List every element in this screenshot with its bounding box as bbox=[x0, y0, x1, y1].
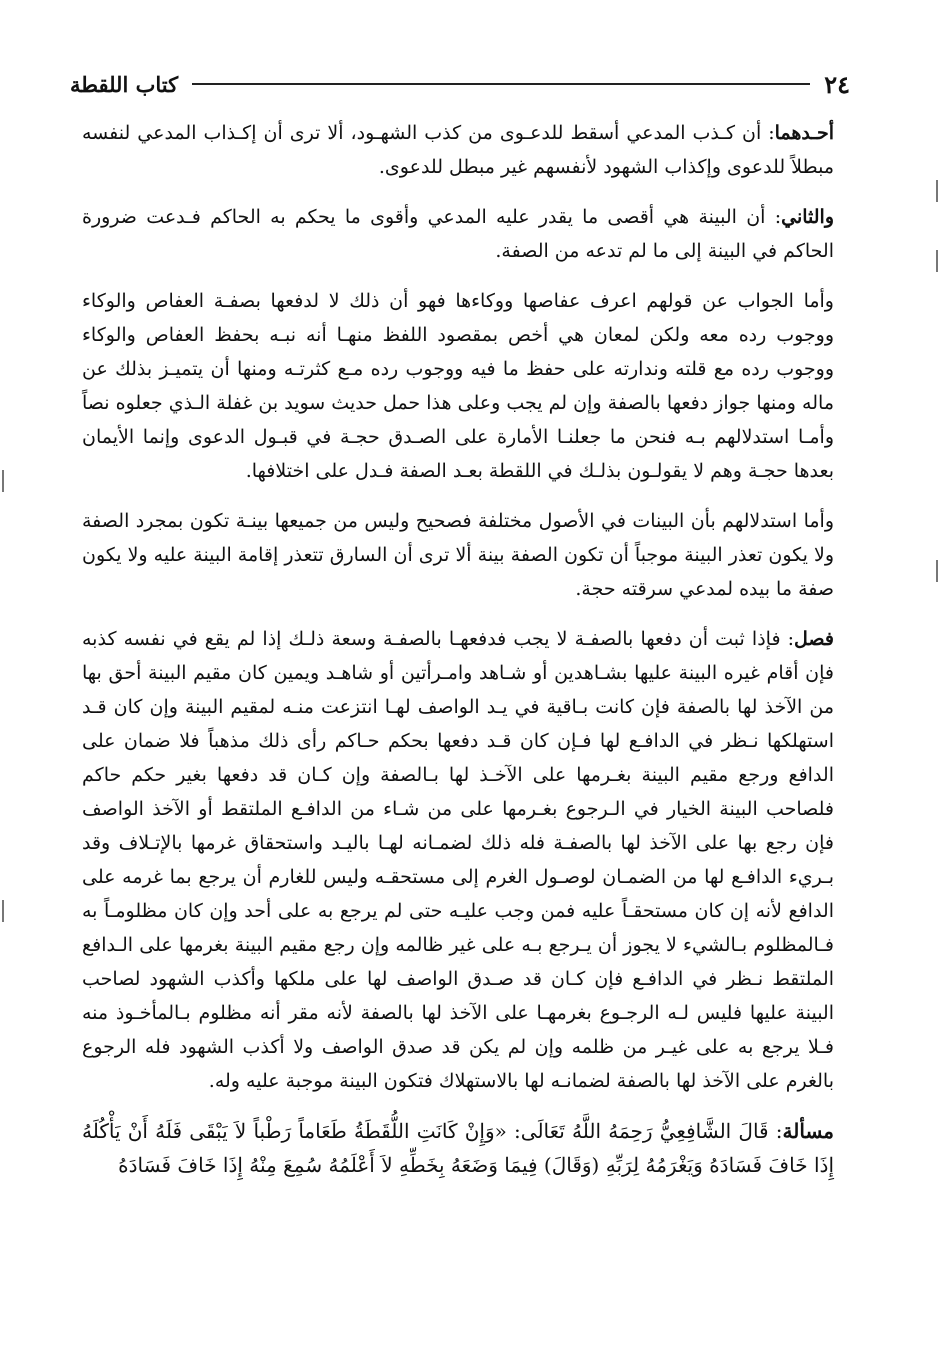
paragraph-lead: فصل bbox=[794, 628, 834, 650]
paragraph-text: : أن كـذب المدعي أسقط للدعـوى من كذب الشهـود، ألا ترى أن إكـذاب المدعي لنفسه مبطلاً للدعوى وإكذاب الشهود لأنفسهم غير مبطل للدعوى. bbox=[82, 122, 834, 178]
paragraph-text: : أن البينة هي أقصى ما يقدر عليه المدعي وأقوى ما يحكم به الحاكم فـدعت ضرورة الحاكم في البينة إلى ما لم تدعه من الصفة. bbox=[82, 206, 834, 262]
paragraph-text: : فإذا ثبت أن دفعها بالصفـة لا يجب فدفعهـا بالصفـة وسعة ذلـك إذا لم يقع في نفسه كذبه فإن أقام غيره البينة عليها بشـاهدين أو شـاهد وامـرأتين أو شاهـد ويمين كان مقيم البينة أحق بها من الآخذ لها بالصفة فإن كانت بـاقية في يـد الواصف لهـا انتزعت منـه لمقيم البينة وإن كان قـد استهلكها نـظر في الدافـع لها فـإن كان قـد دفعها بحكم حـاكم رأى ذلك مذهباً فلا ضمان على الدافع ورجع مقيم البينة بغـرمها على الآخـذ لها بـالصفة وإن كـان قد دفعها بغير حكم حاكم فلصاحب البينة الخيار في الـرجوع بغـرمها على من شـاء من الدافـع الملتقط أو الآخذ الواصف فإن رجع بها على الآخذ لها بالصفـة فله ذلك لضمـانه لهـا باليـد واستحقاق غرمها بالإتـلاف وقد بـريء الدافـع لها من الضمـان لوصـول الغرم إلى مستحقـه وليس للغارم أن يرجع بما غرمه على الدافع لأنه إن كان مستحقـاً عليه فمن وجب عليـه حتى لم يرجع به على أحد وإن كان مظلومـاً به فـالمظلوم بـالشيء لا يجوز أن يـرجع بـه على غير ظالمه وإن رجع مقيم البينة بغرمها على الـدافع الملتقط نـظر في الدافـع فإن كـان قد صـدق الواصف لها على ملكها وأكذب الشهود لصاحب البينة عليها فليس لـه الرجـوع بغرمهـا على الآخذ لها بالصفة لأنه مقر أنه مظلوم بـالمأخـوذ منه فـلا يرجع به على غيـر من ظلمه وإن لم يكن قد صدق الواصف ولا أكذب الشهود فله الرجوع بالغرم على الآخذ لها بالصفة لضمانـه لها بالاستهلاك فتكون البينة موجبة عليه وله. bbox=[82, 628, 834, 1092]
page-body bbox=[82, 116, 834, 1198]
margin-mark bbox=[2, 900, 4, 922]
paragraph-section bbox=[82, 622, 834, 1098]
header-rule bbox=[192, 83, 810, 85]
paragraph-evidence bbox=[82, 504, 834, 606]
page-number: ٢٤ bbox=[824, 69, 850, 99]
running-title: كتاب اللقطة bbox=[70, 71, 179, 97]
paragraph-lead: أحـدهما bbox=[774, 122, 834, 144]
paragraph-lead: والثاني bbox=[781, 206, 834, 228]
paragraph-first-reason bbox=[82, 116, 834, 184]
margin-mark bbox=[936, 180, 938, 202]
margin-mark bbox=[936, 250, 938, 272]
paragraph-text: وأما الجواب عن قولهم اعرف عفاصها ووكاءها فهو أن ذلك لا لدفعها بصفـة العفاص والوكاء ووجوب رده معه ولكن لمعان هي أخص بمقصود اللفظ منهـا أنه نبـه بحفظ العفاص والوكاء ووجوب رده مع قلته وندارته على حفظ ما فيه ووجوب رده مـع كثرتـه ومنها أن يتميـز بذلك عن ماله ومنها جواز دفعها بالصفة وإن لم يجب وعلى هذا حمل حديث سويد بن غفلة الـذي جعلوه نصاً وأمـا استدلالهم بـه فنحن ما جعلنـا الأمارة على الصـدق حجـة في قبـول الدعوى وإنما الأيمان بعدها حجـة وهم لا يقولـون بذلـك في اللقطة بعـد الصفة فـدل على اختلافها. bbox=[82, 290, 834, 482]
margin-mark bbox=[2, 470, 4, 492]
paragraph-second-reason bbox=[82, 200, 834, 268]
margin-mark bbox=[936, 560, 938, 582]
paragraph-lead: مسألة bbox=[782, 1119, 834, 1143]
paragraph-response bbox=[82, 284, 834, 488]
paragraph-text: وأما استدلالهم بأن البينات في الأصول مختلفة فصحيح وليس من جميعها بينـة تكون بمجرد الصفة ولا يكون تعذر البينة موجباً أن تكون الصفة بينة ألا ترى أن السارق تتعذر إقامة البينة عليه ولا يكون صفة ما بيده لمدعي سرقته حجة. bbox=[82, 510, 834, 600]
paragraph-issue bbox=[82, 1114, 834, 1182]
page-header bbox=[70, 66, 850, 102]
paragraph-text: : قَالَ الشَّافِعِيُّ رَحِمَهُ اللَّهُ تَعَالَى: «وَإِنْ كَانَتِ اللُّقَطَةُ طَعَاماً رَطْباً لاَ يَبْقَى فَلَهُ أَنْ يَأْكُلَهُ إِذَا خَافَ فَسَادَهُ وَيَغْرَمُهُ لِرَبِّهِ (وَقَالَ) فِيمَا وَضَعَهُ بِخَطِّهِ لاَ أَعْلَمُهُ سُمِعَ مِنْهُ إِذَا خَافَ فَسَادَهُ bbox=[82, 1119, 834, 1177]
